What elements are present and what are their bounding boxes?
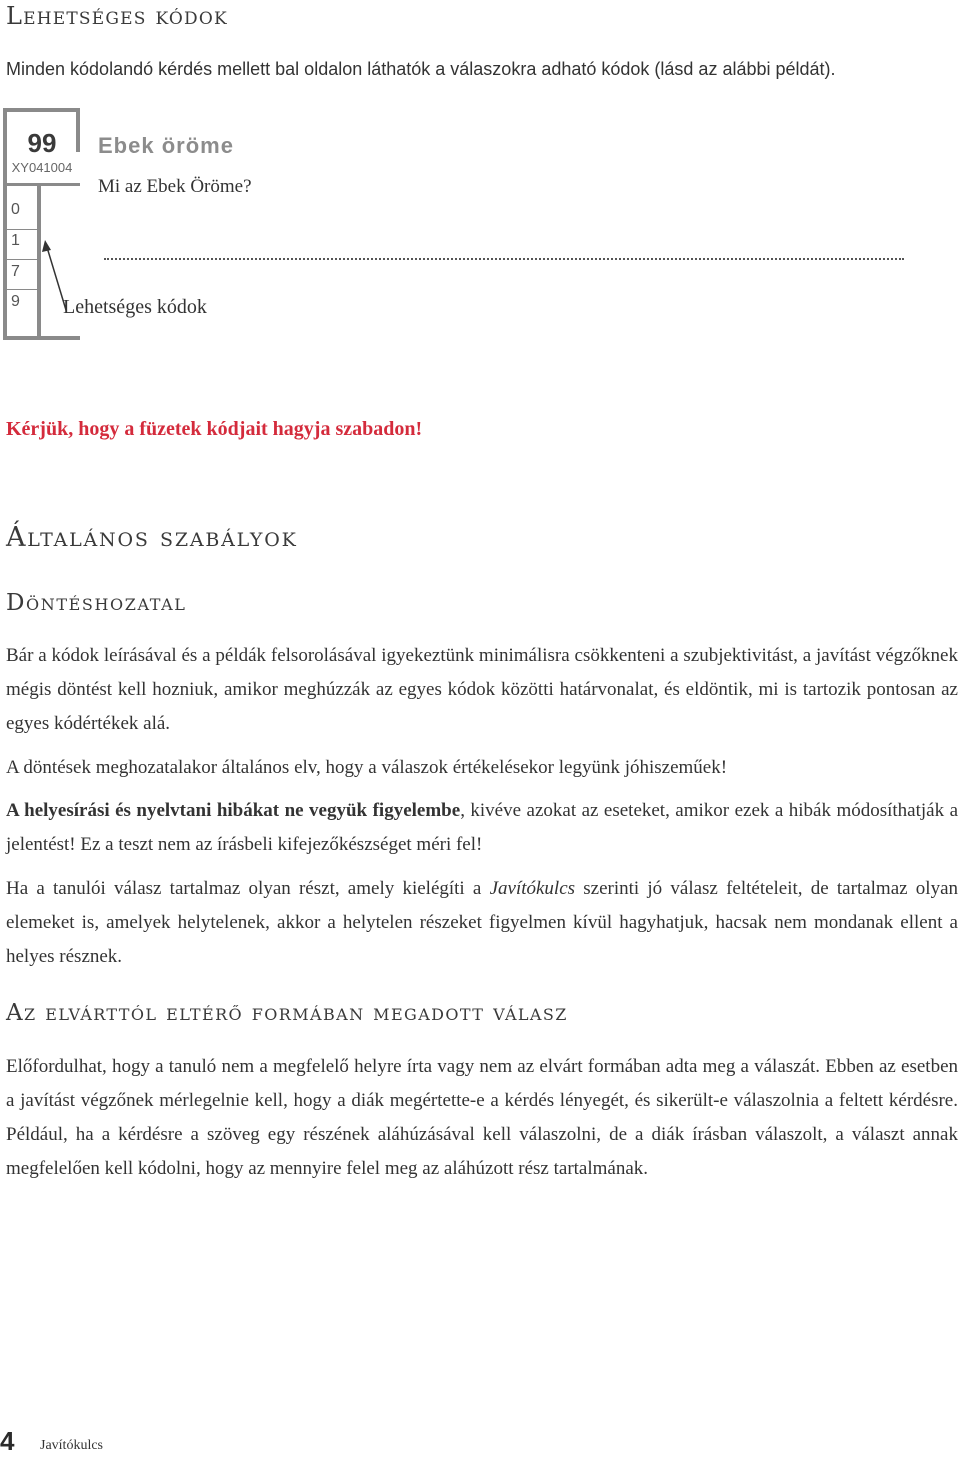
section-title-possible-codes: Lehetséges kódok xyxy=(6,2,228,30)
paragraph: Bár a kódok leírásával és a példák felsorolásával igyekeztünk minimálisra csökkenteni a szubjektivitást, a javítást végzőknek mégis döntést kell hozniuk, amikor meghúzzák az egyes kódok közötti határvonalat, és eldöntik, mi is tartozik pontosan az egyes kódértékek alá. xyxy=(6,645,958,734)
footer-label: Javítókulcs xyxy=(40,1438,103,1453)
subsection-title-alt-format: Az elvárttól eltérő formában megadott válasz xyxy=(6,1000,568,1026)
page-number: 4 xyxy=(0,1426,15,1456)
code-option: 0 xyxy=(11,201,20,218)
paragraph-text: , kivéve azokat az eseteket, amikor ezek a hibák módosíthatják a jelentést! Ez a teszt nem az írásbeli kifejezőkészséget méri fel! xyxy=(6,800,958,855)
section-intro: Minden kódolandó kérdés mellett bal oldalon láthatók a válaszokra adható kódok (lásd az alábbi példát). xyxy=(6,59,836,79)
code-row-line xyxy=(7,289,37,290)
section-title-general-rules: Általános szabályok xyxy=(6,522,298,553)
question-number: 99 xyxy=(27,128,57,158)
arrow-label: Lehetséges kódok xyxy=(63,296,207,318)
subsection-title-decision: Döntéshozatal xyxy=(6,590,187,616)
question-id: XY041004 xyxy=(11,160,73,175)
example-question-title: Ebek öröme xyxy=(98,133,234,158)
paragraph xyxy=(6,872,958,974)
paragraph: A döntések meghozatalakor általános elv, hogy a válaszok értékelésekor legyünk jóhiszeműek! xyxy=(6,757,728,778)
paragraph-text: Ha a tanulói válasz tartalmaz olyan részt, amely kielégíti a xyxy=(6,878,490,899)
paragraph-text: szerinti jó válasz feltételeit, de tartalmaz olyan elemeket is, amelyek helytelenek, akkor a helytelen részeket figyelmen kívül hagyhatjuk, hacsak nem mondanak ellent a helyes résznek. xyxy=(6,878,959,967)
code-option: 7 xyxy=(11,263,20,280)
example-question-text: Mi az Ebek Öröme? xyxy=(98,176,252,197)
italic-emphasis: Javítókulcs xyxy=(489,878,576,899)
bold-emphasis: A helyesírási és nyelvtani hibákat ne vegyük figyelembe xyxy=(6,800,461,821)
code-row-line xyxy=(7,229,37,230)
code-row-line xyxy=(7,259,37,260)
notice-text: Kérjük, hogy a füzetek kódjait hagyja szabadon! xyxy=(6,418,423,440)
paragraph xyxy=(6,794,958,862)
paragraph: Előfordulhat, hogy a tanuló nem a megfelelő helyre írta vagy nem az elvárt formában adta meg a válaszát. Ebben az esetben a javítást végzőnek mérlegelnie kell, hogy a diák megértette-e a kérdés lényegét, és sikerült-e válaszolnia a feltett kérdésre. Például, ha a kérdésre a szöveg egy részének aláhúzásával kell válaszolni, de a diák írásban válaszolt, a választ annak megfelelően kell kódolni, hogy az mennyire felel meg az aláhúzott rész tartalmának. xyxy=(6,1056,958,1179)
answer-dotted-line xyxy=(104,258,904,260)
code-box-separator xyxy=(7,183,80,186)
code-option: 9 xyxy=(11,293,20,310)
code-option: 1 xyxy=(11,232,20,249)
